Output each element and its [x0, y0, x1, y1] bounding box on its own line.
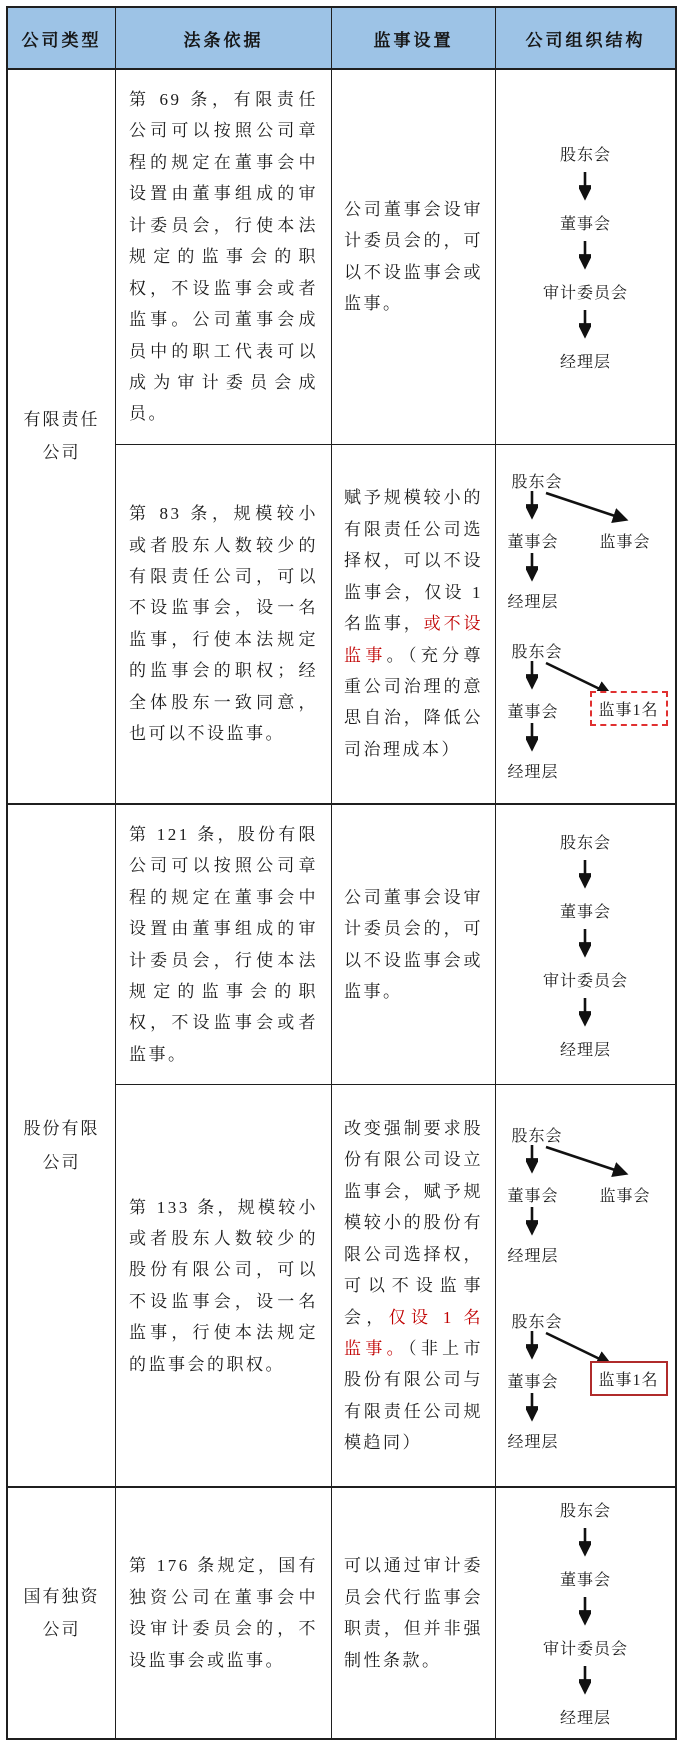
- org-node-board: 董事会: [559, 903, 611, 921]
- legal-basis-text: 第 133 条，规模较小或者股东人数较少的股份有限公司，可以不设监事会，设一名监事，行使本法规定的监事会的职权。: [129, 1197, 318, 1374]
- supervisor-setting-cell: [332, 70, 496, 444]
- company-type-label-line1: 国有独资: [23, 1587, 100, 1607]
- org-node-audit-committee: 审计委员会: [542, 1641, 628, 1659]
- org-node-shareholders: 股东会: [511, 643, 563, 661]
- supervisor-setting-cell: [332, 445, 496, 803]
- down-arrow-icon: [526, 661, 538, 693]
- org-structure-cell: [496, 445, 675, 803]
- supervisor-setting-text: [344, 1113, 483, 1459]
- org-node-managers: 经理层: [559, 353, 611, 371]
- org-node-audit-committee: 审计委员会: [542, 284, 628, 302]
- down-arrow-icon: [579, 1597, 591, 1629]
- org-node-board: 董事会: [507, 1373, 559, 1391]
- company-type-label-line1: 股份有限: [23, 1119, 100, 1139]
- supervisor-text-plain: 赋予规模较小的有限责任公司选择权，可以不设监事会，仅设 1 名监事，: [344, 488, 483, 634]
- company-type-cell: [8, 70, 116, 803]
- legal-basis-cell: [116, 445, 332, 803]
- legal-basis-text: 第 83 条，规模较小或者股东人数较少的有限责任公司，可以不设监事会，设一名监事，行使本法规定的监事会的职权；经全体股东一致同意，也可以不设监事。: [129, 504, 318, 744]
- header-org-structure: 公司组织结构: [525, 30, 646, 50]
- legal-basis-cell: [116, 1085, 332, 1486]
- org-node-shareholders: 股东会: [511, 1313, 563, 1331]
- one-supervisor-dashed-box: 监事1名: [590, 691, 668, 726]
- down-arrow-icon: [526, 1331, 538, 1363]
- company-type-label-line2: 公司: [42, 443, 81, 463]
- company-type-cell: [8, 805, 116, 1487]
- supervisor-setting-cell: [332, 1085, 496, 1486]
- down-arrow-icon: [526, 1207, 538, 1239]
- table-row: [116, 445, 675, 803]
- company-type-label-line2: 公司: [42, 1152, 81, 1172]
- legal-basis-cell: [116, 1488, 332, 1738]
- org-node-shareholders: 股东会: [511, 473, 563, 491]
- org-structure-cell: [496, 1488, 675, 1738]
- table-row: [116, 1085, 675, 1486]
- section-joint-stock-company: [8, 805, 675, 1489]
- org-node-managers: 经理层: [507, 763, 559, 781]
- down-arrow-icon: [579, 310, 591, 342]
- table-row: [116, 805, 675, 1086]
- org-node-managers: 经理层: [559, 1041, 611, 1059]
- down-arrow-icon: [579, 860, 591, 892]
- supervisor-setting-text: 公司董事会设审计委员会的，可以不设监事会或监事。: [344, 887, 483, 1001]
- org-chart-linear: [543, 830, 628, 1060]
- down-arrow-icon: [579, 172, 591, 204]
- legal-basis-text: 第 121 条，股份有限公司可以按照公司章程的规定在董事会中设置由董事组成的审计委员会，行使本法规定的监事会的职权，不设监事会或者监事。: [129, 824, 318, 1064]
- org-chart-branch-one-supervisor: [502, 639, 670, 779]
- company-type-label-line1: 有限责任: [23, 410, 100, 430]
- org-node-board: 董事会: [507, 533, 559, 551]
- org-chart-stack: [502, 469, 670, 779]
- org-structure-cell: [496, 1085, 675, 1486]
- supervisor-setting-cell: [332, 805, 496, 1085]
- down-arrow-icon: [526, 723, 538, 755]
- down-arrow-icon: [526, 1393, 538, 1425]
- supervisor-text-plain: （非上市股份有限公司与有限责任公司规模趋同）: [344, 1338, 483, 1453]
- org-chart-branch: [502, 1123, 670, 1263]
- table-header-row: [8, 8, 675, 70]
- header-legal-basis: 法条依据: [116, 8, 332, 68]
- comparison-table: [6, 6, 677, 1740]
- org-chart-stack: [502, 1123, 670, 1449]
- org-node-supervisory-board: 监事会: [599, 533, 651, 551]
- org-node-shareholders: 股东会: [559, 1503, 611, 1521]
- one-supervisor-solid-box: 监事1名: [590, 1361, 668, 1396]
- table-row: [116, 1488, 675, 1738]
- down-arrow-icon: [526, 553, 538, 585]
- org-node-managers: 经理层: [507, 1433, 559, 1451]
- down-arrow-icon: [579, 1528, 591, 1560]
- org-node-supervisory-board: 监事会: [599, 1187, 651, 1205]
- org-structure-cell: [496, 70, 675, 444]
- company-type-cell: [8, 1488, 116, 1738]
- org-node-board: 董事会: [559, 215, 611, 233]
- legal-basis-text: 第 176 条规定，国有独资公司在董事会中设审计委员会的，不设监事会或监事。: [129, 1556, 318, 1670]
- org-node-managers: 经理层: [507, 593, 559, 611]
- legal-basis-cell: [116, 805, 332, 1085]
- org-node-shareholders: 股东会: [511, 1127, 563, 1145]
- org-node-managers: 经理层: [507, 1247, 559, 1265]
- org-chart-branch-one-supervisor: [502, 1309, 670, 1449]
- supervisor-text-plain: 。（充分尊重公司治理的意思自治，降低公司治理成本）: [344, 645, 484, 759]
- supervisor-setting-cell: [332, 1488, 496, 1738]
- org-node-audit-committee: 审计委员会: [542, 972, 628, 990]
- org-chart-linear: [543, 142, 628, 372]
- down-arrow-icon: [579, 241, 591, 273]
- org-node-shareholders: 股东会: [559, 146, 611, 164]
- org-node-shareholders: 股东会: [559, 834, 611, 852]
- supervisor-text-plain: 改变强制要求股份有限公司设立监事会，赋予规模较小的股份有限公司选择权，可以不设监事会，: [344, 1118, 483, 1327]
- down-arrow-icon: [579, 929, 591, 961]
- org-chart-linear: [543, 1498, 628, 1728]
- section-state-owned-company: [8, 1488, 675, 1738]
- header-company-type: 公司类型: [8, 8, 116, 68]
- org-node-board: 董事会: [559, 1572, 611, 1590]
- org-chart-branch: [502, 469, 670, 609]
- table-row: [116, 70, 675, 445]
- company-type-label-line2: 公司: [42, 1620, 81, 1640]
- org-structure-cell: [496, 805, 675, 1085]
- diagonal-arrow-icon: [544, 1145, 636, 1183]
- supervisor-setting-text: 可以通过审计委员会代行监事会职责，但并非强制性条款。: [344, 1556, 483, 1670]
- supervisor-text-red: 或不设监事: [344, 614, 484, 665]
- supervisor-setting-text: 公司董事会设审计委员会的，可以不设监事会或监事。: [344, 200, 483, 314]
- legal-basis-text: 第 69 条，有限责任公司可以按照公司章程的规定在董事会中设置由董事组成的审计委员会，行使本法规定的监事会的职权，不设监事会或者监事。公司董事会成员中的职工代表可以成为审计委员会成员。: [129, 90, 318, 424]
- org-node-board: 董事会: [507, 1187, 559, 1205]
- org-node-board: 董事会: [507, 703, 559, 721]
- org-node-managers: 经理层: [559, 1710, 611, 1728]
- section-limited-liability-company: [8, 70, 675, 805]
- header-supervisor-setting: 监事设置: [332, 8, 496, 68]
- diagonal-arrow-icon: [544, 491, 636, 529]
- supervisor-setting-text: [344, 482, 483, 765]
- down-arrow-icon: [526, 1145, 538, 1177]
- down-arrow-icon: [526, 491, 538, 523]
- supervisor-text-red: 仅设 1 名监事。: [344, 1307, 484, 1358]
- down-arrow-icon: [579, 1666, 591, 1698]
- legal-basis-cell: [116, 70, 332, 444]
- down-arrow-icon: [579, 998, 591, 1030]
